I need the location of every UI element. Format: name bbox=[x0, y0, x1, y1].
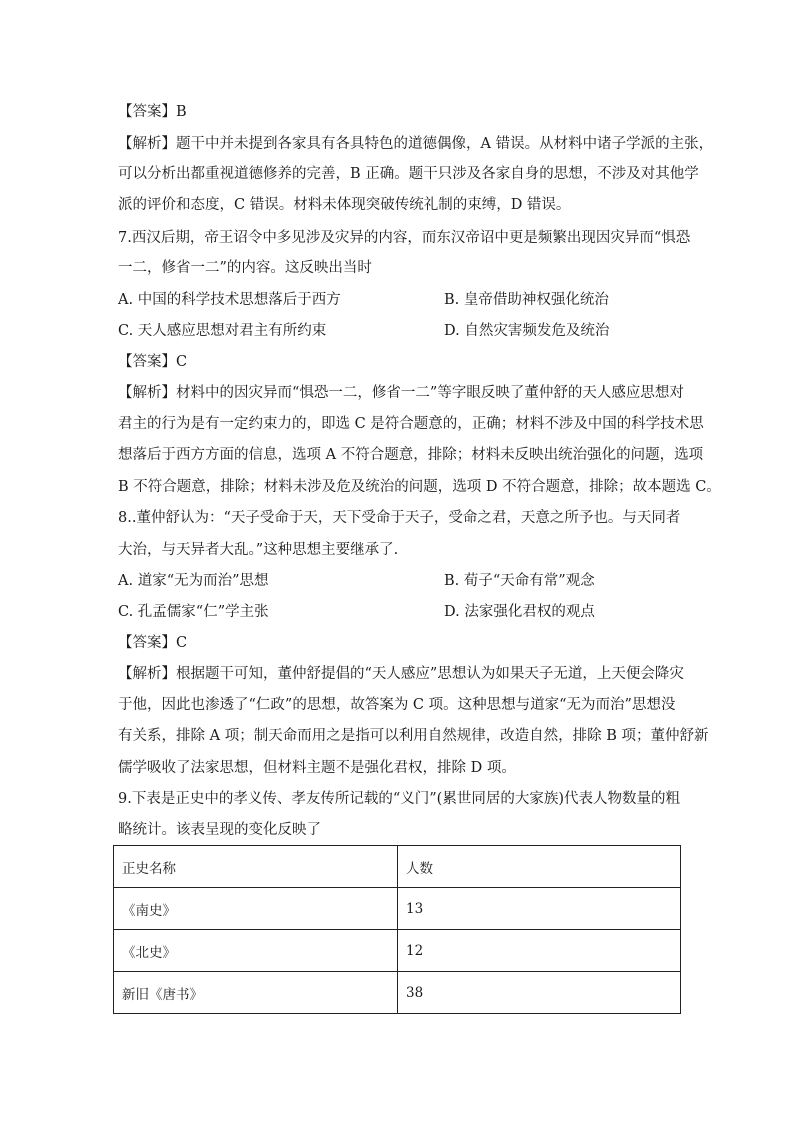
q6-analysis-line-2: 可以分析出都重视道德修养的完善，B 正确。题干只涉及各家自身的思想，不涉及对其他学 bbox=[118, 166, 699, 182]
q8-answer: 【答案】C bbox=[118, 635, 188, 651]
table-row bbox=[114, 972, 681, 1014]
q8-stem-line-1: 8..董仲舒认为：“天子受命于天，天下受命于天子，受命之君，天意之所予也。与天同者 bbox=[118, 510, 681, 526]
table-cell: 《北史》 bbox=[114, 930, 398, 972]
table-cell: 13 bbox=[398, 888, 681, 930]
q8-analysis-line-2: 于他，因此也渗透了“仁政”的思想，故答案为 C 项。这种思想与道家“无为而治”思想没 bbox=[118, 697, 676, 713]
q8-analysis-line-1: 【解析】根据题干可知，董仲舒提倡的“天人感应”思想认为如果天子无道，上天便会降灾 bbox=[118, 666, 684, 682]
q7-analysis-line-2: 君主的行为是有一定约束力的，即选 C 是符合题意的，正确；材料不涉及中国的科学技术思 bbox=[118, 416, 704, 432]
q8-option-d: D. 法家强化君权的观点 bbox=[444, 604, 595, 620]
q9-stem-line-1: 9.下表是正史中的孝义传、孝友传所记载的“义门”(累世同居的大家族)代表人物数量的粗 bbox=[118, 791, 680, 807]
table-row bbox=[114, 930, 681, 972]
q7-option-c: C. 天人感应思想对君主有所约束 bbox=[118, 323, 327, 339]
q9-statistics-table bbox=[113, 845, 681, 1014]
table-header-row bbox=[114, 846, 681, 888]
table-cell: 《南史》 bbox=[114, 888, 398, 930]
q7-analysis-line-4: B 不符合题意，排除；材料未涉及危及统治的问题，选项 D 不符合题意，排除；故本题选 C。 bbox=[118, 479, 721, 495]
table-cell: 新旧《唐书》 bbox=[114, 972, 398, 1014]
q9-stem-line-2: 略统计。该表呈现的变化反映了 bbox=[118, 822, 321, 838]
q7-analysis-line-3: 想落后于西方方面的信息，选项 A 不符合题意，排除；材料未反映出统治强化的问题，选项 bbox=[118, 447, 704, 463]
q7-stem-line-1: 7.西汉后期，帝王诏令中多见涉及灾异的内容，而东汉帝诏中更是频繁出现因灾异而“惧恐 bbox=[118, 230, 691, 246]
q7-answer: 【答案】C bbox=[118, 354, 188, 370]
table-cell: 12 bbox=[398, 930, 681, 972]
q8-analysis-line-4: 儒学吸收了法家思想，但材料主题不是强化君权，排除 D 项。 bbox=[118, 760, 516, 776]
q7-analysis-line-1: 【解析】材料中的因灾异而“惧恐一二，修省一二”等字眼反映了董仲舒的天人感应思想对 bbox=[118, 385, 684, 401]
q8-option-a: A. 道家“无为而治”思想 bbox=[118, 573, 269, 589]
q6-analysis-line-1: 【解析】题干中并未提到各家具有各具特色的道德偶像，A 错误。从材料中诸子学派的主张， bbox=[118, 136, 714, 152]
q7-option-b: B. 皇帝借助神权强化统治 bbox=[444, 292, 609, 308]
q8-analysis-line-3: 有关系，排除 A 项；制天命而用之是指可以利用自然规律，改造自然，排除 B 项；董仲舒新 bbox=[118, 728, 709, 744]
q8-option-c: C. 孔孟儒家“仁”学主张 bbox=[118, 604, 269, 620]
table-cell: 38 bbox=[398, 972, 681, 1014]
q6-answer: 【答案】B bbox=[118, 104, 187, 120]
q7-stem-line-2: 一二，修省一二”的内容。这反映出当时 bbox=[118, 260, 372, 276]
q7-option-a: A. 中国的科学技术思想落后于西方 bbox=[118, 292, 341, 308]
table-header-cell: 人数 bbox=[398, 846, 681, 888]
table-header-cell: 正史名称 bbox=[114, 846, 398, 888]
q7-option-d: D. 自然灾害频发危及统治 bbox=[444, 323, 610, 339]
q8-stem-line-2: 大治，与天异者大乱。”这种思想主要继承了. bbox=[118, 542, 399, 558]
table-row bbox=[114, 888, 681, 930]
q8-option-b: B. 荀子“天命有常”观念 bbox=[444, 573, 595, 589]
q6-analysis-line-3: 派的评价和态度，C 错误。材料未体现突破传统礼制的束缚，D 错误。 bbox=[118, 197, 571, 213]
